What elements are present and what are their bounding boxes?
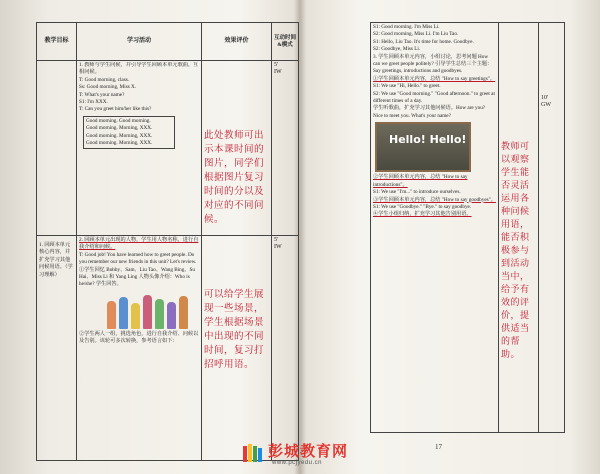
activity-line: ②学生回顾本单元内容，总结 "How to say introductions"。 <box>373 174 468 188</box>
activity-line: 3. 学生回顾本单元内容，小组讨论，思考问题 How can we greet people politely? 引导学生总结三个主题： <box>373 53 493 68</box>
time-value: 5' <box>274 237 279 243</box>
watermark-title: 彭城教育网 <box>268 442 349 460</box>
mode-value: GW <box>541 102 551 109</box>
activity-line: S1: Hello, Liu Tao. It's time for home. Goodbye. <box>373 38 474 45</box>
activity-line: Ss: Good morning, Miss X. <box>79 84 137 91</box>
activity-line: T: What's your name? <box>79 91 125 98</box>
activity-line: T: Good morning, class. <box>79 76 130 83</box>
goal-cell <box>37 61 77 236</box>
activity-line: ②学生两人一组，挑选角色，进行自我介绍、问候以及告别。该轮可多次转换，参考语言如下： <box>79 330 199 345</box>
time-mode-cell <box>539 23 565 433</box>
book-logo-icon <box>242 442 264 464</box>
time-value: 5' <box>274 62 279 68</box>
activity-line: S1: We use "Hi, Hello." to greet. <box>373 83 441 90</box>
activity-line: S1: I'm XXX. <box>79 99 108 106</box>
activity-line: S1: Good morning. I'm Miss Li. <box>373 24 440 30</box>
header-activity: 学习活动 <box>77 23 202 61</box>
watermark-url: www.pcjyedu.cn <box>272 460 323 466</box>
chalkboard-text: Hello! Hello! <box>389 133 467 147</box>
header-goal: 教学目标 <box>37 23 77 61</box>
activity-line: 2. 回顾本单元出现的人物，学生用人物名称，进行自我介绍和问候。 <box>79 237 199 251</box>
activity-cell <box>371 23 499 433</box>
activity-line: S2: We use "Good morning." "Good afternoon." to greet at different times of a day. <box>373 90 495 105</box>
mode-value: IW <box>274 69 282 76</box>
goal-cell: 1. 回顾本单元核心内容，并扩充学习其他问候用语。（学习理解） <box>37 236 77 461</box>
left-lesson-table <box>36 22 299 461</box>
watermark <box>242 440 382 470</box>
activity-line: S2: Good morning, Miss Li. I'm Liu Tao. <box>373 31 459 38</box>
activity-line: Say greetings, introductions and goodbyes. <box>373 68 463 75</box>
time-mode-cell <box>272 236 299 461</box>
activity-line: ④学生小组归纳，扩充学习其他告别用语。 <box>373 211 472 218</box>
evaluation-handwriting: 此处教师可出示本课时间的图片，同学们根据图片复习时间的分以及对应的不同问候。 <box>202 61 272 236</box>
chant-line: Good morning. Morning, XXX. <box>86 140 153 147</box>
time-value: 10' <box>541 95 549 101</box>
chant-line: Good morning. Good morning. <box>86 117 151 124</box>
table-row <box>37 236 299 461</box>
activity-line: ③学生回顾本单元内容，总结 "How to say goodbyes"。 <box>373 196 496 203</box>
activity-line: T: Can you greet him/her like this? <box>79 106 152 113</box>
right-lesson-table <box>370 22 565 433</box>
chant-line: Good morning. Morning, XXX. <box>86 132 153 139</box>
activity-line: ①学生回忆 Bobby、Sam、Liu Tao、Wang Bing、Su Hai、Miss Li 和 Yang Ling 人物头像介绍：Who is he/she? 学生回答。 <box>79 266 195 288</box>
table-header-row <box>37 23 299 61</box>
activity-line: S1: We use "Goodbye." "Bye." to say goodbye. <box>373 203 472 210</box>
table-row <box>371 23 565 433</box>
hello-chalkboard-image <box>375 122 471 172</box>
activity-cell <box>77 61 202 236</box>
header-evaluation: 效果评价 <box>202 23 272 61</box>
cartoon-kids-image <box>105 291 195 329</box>
time-mode-cell <box>272 61 299 236</box>
activity-line: S2: Goodbye, Miss Li. <box>373 46 421 53</box>
page-number: 17 <box>435 443 442 451</box>
header-time-mode: 互动时间&模式 <box>272 23 299 61</box>
activity-line: 学生听歌曲，扩充学习其他问候语。How are you? Nice to meet you. What's your name? <box>373 105 486 119</box>
activity-line: T: Good job! You have learned how to greet people. Do you remember our new friends in this unit? Let's review. <box>79 251 197 266</box>
activity-line: S1: We use "I'm..." to introduce ourselves. <box>373 189 461 196</box>
evaluation-handwriting: 教师可以观察学生能否灵活运用各种问候用语，能否积极参与到活动当中，给予有效的评价，提供适当的帮助。 <box>499 23 539 433</box>
table-row <box>37 61 299 236</box>
mode-value: IW <box>274 244 282 251</box>
evaluation-handwriting: 可以给学生展现一些场景，学生根据场景中出现的不同时间，复习打招呼用语。 <box>202 236 272 461</box>
chant-box <box>83 116 175 150</box>
activity-line: ①学生回顾本单元内容，总结 "How to say greetings"。 <box>373 75 496 82</box>
left-page <box>0 0 298 474</box>
chant-line: Good morning. Morning, XXX. <box>86 125 153 132</box>
activity-cell <box>77 236 202 461</box>
activity-line: 1. 教师与学生问候，并引导学生回顾本单元歌曲，互相问候。 <box>79 62 199 76</box>
